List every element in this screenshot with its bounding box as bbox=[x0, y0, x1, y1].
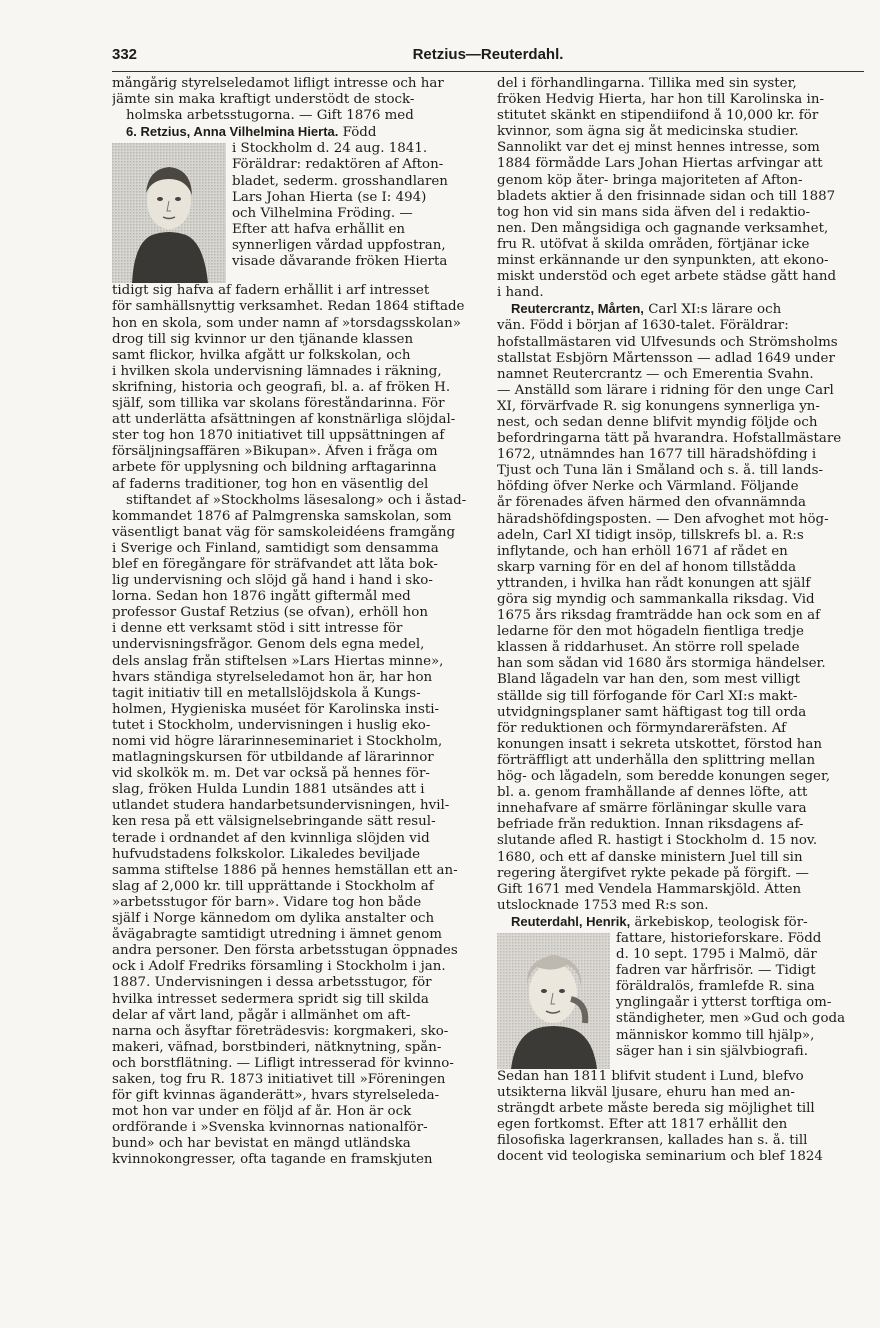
entry-heading-tail: Född bbox=[342, 125, 377, 141]
text-line: föräldralös, framlefde R. sina bbox=[616, 979, 815, 995]
text-line: narna och åsyftar företrädesvis: korgmakeri, sko- bbox=[112, 1023, 449, 1039]
right-column bbox=[497, 76, 869, 1166]
text-line: af faderns traditioner, tog hon en väsentlig del bbox=[112, 476, 429, 492]
text-line: slag af 2,000 kr. till upprättande i Stockholm af bbox=[112, 878, 434, 894]
text-line: undervisningsfrågor. Genom dels egna medel, bbox=[112, 637, 425, 653]
text-line: delar af vårt land, pågår i allmänhet om aft- bbox=[112, 1007, 411, 1023]
text-line: tagit initiativ till en metallslöjdskola å Kungs- bbox=[112, 685, 421, 701]
text-line: säger han i sin självbiografi. bbox=[616, 1043, 808, 1059]
text-line: att underlätta afsättningen af konstnärliga slöjdal- bbox=[112, 412, 456, 428]
text-line: hofstallmästaren vid Ulfvesunds och Strömsholms bbox=[497, 334, 838, 350]
text-line: hon en skola, som under namn af »torsdagsskolan» bbox=[112, 315, 461, 331]
entry-heading-reuterdahl: Reuterdahl, Henrik, bbox=[511, 913, 631, 929]
text-line: nen. Den mångsidiga och gagnande verksamhet, bbox=[497, 220, 829, 236]
text-line: hvars ständiga styrelseledamot hon är, har hon bbox=[112, 669, 433, 685]
entry-heading-anna-retzius: 6. Retzius, Anna Vilhelmina Hierta. bbox=[126, 124, 339, 140]
text-line: visade dåvarande fröken Hierta bbox=[232, 254, 448, 270]
text-line: strängdt arbete måste bereda sig möjlighet till bbox=[497, 1101, 815, 1117]
text-line: hvilka intresset sedermera spridt sig till skilda bbox=[112, 991, 429, 1007]
text-line: slutande afled R. hastigt i Stockholm d. 15 nov. bbox=[497, 833, 818, 849]
text-line: för reduktionen och förmyndareräfsten. Af bbox=[497, 720, 787, 736]
text-line: utlandet studera handarbetsundervisningen, hvil- bbox=[112, 798, 450, 814]
text-line: befriade från reduktion. Innan riksdagens af- bbox=[497, 817, 804, 833]
text-line: vän. Född i början af 1630-talet. Föräldrar: bbox=[497, 318, 789, 334]
text-line: väsentligt banat väg för samskoleidéens framgång bbox=[112, 524, 456, 540]
text-line: matlagningskursen för utbildande af lärarinnor bbox=[112, 750, 434, 766]
text-line: stiftandet af »Stockholms läsesalong» och i åstad- bbox=[126, 492, 467, 508]
text-line: arbete för upplysning och bildning arftagarinna bbox=[112, 460, 437, 476]
text-line: Lars Johan Hierta (se I: 494) bbox=[232, 189, 427, 205]
left-column bbox=[112, 76, 484, 1169]
text-line: tog hon vid sin mans sida äfven del i redaktio- bbox=[497, 204, 811, 220]
text-line: yttranden, i hvilka han rådt konungen att själf bbox=[497, 575, 811, 591]
text-line: tutet i Stockholm, undervisningen i huslig eko- bbox=[112, 717, 431, 733]
text-line: nest, och sedan denne blifvit myndig följde och bbox=[497, 414, 818, 430]
text-line: 1675 års riksdag framträdde han ock som en af bbox=[497, 608, 821, 624]
text-line: höfding öfver Nerke och Värmland. Följande bbox=[497, 479, 799, 495]
text-line: utsikterna likväl ljusare, ehuru han med an- bbox=[497, 1085, 795, 1101]
text-line: konungen insatt i sekreta utskottet, förstod han bbox=[497, 736, 823, 752]
text-line: del i förhandlingarna. Tillika med sin syster, bbox=[497, 76, 797, 91]
text-line: hög- och lågadeln, som beredde konungen seger, bbox=[497, 769, 831, 785]
text-line: åvägabragte samtidigt utredning i ämnet genom bbox=[112, 927, 443, 943]
text-line: minst erkännande ur den synpunkten, att ekono- bbox=[497, 253, 829, 269]
text-line: kvinnor, som ägna sig åt medicinska studier. bbox=[497, 124, 799, 140]
text-line: lig undervisning och slöjd gå hand i hand i sko- bbox=[112, 573, 433, 589]
text-line: slag, fröken Hulda Lundin 1881 utsändes att i bbox=[112, 782, 425, 798]
text-line: docent vid teologiska seminarium och blef 1824 bbox=[497, 1149, 823, 1165]
text-line: människor kommo till hjälp», bbox=[616, 1027, 815, 1043]
text-line: bladets aktier å den frisinnade sidan och till 1887 bbox=[497, 188, 836, 204]
text-line: Bland lågadeln var han den, som mest villigt bbox=[497, 672, 801, 688]
text-line: Sannolikt var det ej minst hennes intresse, som bbox=[497, 140, 820, 156]
text-line: stitutet skänkt en stipendiifond å 10,000 kr. för bbox=[497, 108, 819, 124]
text-line: stallstat Esbjörn Mårtensson — adlad 1649 under bbox=[497, 350, 835, 366]
text-line: skarp varning för en del af honom tillstådda bbox=[497, 559, 797, 575]
text-line: makeri, väfnad, borstbinderi, nätknytning, spån- bbox=[112, 1039, 442, 1055]
text-line: bund» och har bevistat en mängd utländska bbox=[112, 1136, 411, 1152]
text-line: befordringarna tätt på hvarandra. Hofstallmästare bbox=[497, 431, 842, 447]
text-line: synnerligen vårdad uppfostran, bbox=[232, 237, 446, 253]
text-line: Efter att hafva erhållit en bbox=[232, 221, 406, 237]
running-head: Retzius—Reuterdahl. bbox=[412, 46, 564, 63]
text-line: år förenades äfven härmed den ofvannämnda bbox=[497, 495, 807, 511]
text-line: bl. a. genom framhållande af dennes löfte, att bbox=[497, 785, 808, 801]
text-line: ständigheter, men »Gud och goda bbox=[616, 1011, 846, 1027]
text-line: utvidgningsplaner samt häftigast tog till orda bbox=[497, 704, 807, 720]
text-line: — Anställd som lärare i ridning för den unge Carl bbox=[497, 382, 834, 398]
text-line: lorna. Sedan hon 1876 ingått giftermål med bbox=[112, 589, 411, 605]
text-line: miskt understöd och eget arbete städse gått hand bbox=[497, 269, 837, 285]
text-line: förträffligt att underhålla den splittring mellan bbox=[497, 752, 816, 768]
text-line: jämte sin maka kraftigt understödt de stock- bbox=[112, 92, 415, 108]
text-line: i hvilken skola undervisning lämnades i räkning, bbox=[112, 363, 442, 379]
text-line: fru R. utöfvat å skilda områden, förtjänar icke bbox=[497, 236, 810, 252]
text-line: ynglingaår i ytterst torftiga om- bbox=[616, 995, 832, 1011]
entry-heading-reutercrantz: Reutercrantz, Mårten, bbox=[511, 301, 644, 317]
header-rule bbox=[112, 71, 864, 72]
entry-heading-line bbox=[112, 124, 484, 141]
text-line: och borstflätning. — Lifligt intresserad för kvinno- bbox=[112, 1055, 454, 1071]
text-line: klassen å riddarhuset. Än större roll spelade bbox=[497, 640, 800, 656]
text-line: kvinnokongresser, ofta tagande en framskjuten bbox=[112, 1152, 433, 1168]
text-line: vid skolkök m. m. Det var också på hennes för- bbox=[112, 766, 430, 782]
text-line: ledarne för den mot högadeln fientliga tredje bbox=[497, 624, 804, 640]
text-line: för samhällsnyttig verksamhet. Redan 1864 stiftade bbox=[112, 299, 465, 315]
text-line: professor Gustaf Retzius (se ofvan), erhöll hon bbox=[112, 605, 428, 621]
text-line: d. 10 sept. 1795 i Malmö, där bbox=[616, 947, 817, 963]
text-line: drog till sig kvinnor ur den tjänande klassen bbox=[112, 331, 414, 347]
text-line: nomi vid högre lärarinneseminariet i Stockholm, bbox=[112, 734, 443, 749]
text-line: tidigt sig hafva af fadern erhållit i arf intresset bbox=[112, 283, 430, 299]
text-line: i hand. bbox=[497, 285, 544, 301]
text-line: i Sverige och Finland, samtidigt som densamma bbox=[112, 540, 439, 556]
text-line: hufvudstadens folkskolor. Likaledes beviljade bbox=[112, 846, 421, 862]
text-line: mot hon var under en följd af år. Hon är ock bbox=[112, 1104, 412, 1120]
entry-heading-line bbox=[497, 301, 869, 318]
text-line: holmska arbetsstugorna. — Gift 1876 med bbox=[126, 108, 414, 124]
text-line: bladet, sederm. grosshandlaren bbox=[232, 173, 448, 189]
entry-heading-tail: ärkebiskop, teologisk för- bbox=[634, 914, 808, 930]
text-line: mångårig styrelseledamot lifligt intresse och har bbox=[112, 76, 444, 91]
text-line: fröken Hedvig Hierta, har hon till Karolinska in- bbox=[497, 92, 824, 108]
text-line: samma stiftelse 1886 på hennes hemställan ett an- bbox=[112, 862, 458, 878]
text-line: XI, förvärfvade R. sig konungens synnerliga yn- bbox=[497, 398, 820, 414]
text-line: 1884 förmådde Lars Johan Hiertas arfvingar att bbox=[497, 156, 823, 172]
text-line: Sedan han 1811 blifvit student i Lund, blefvo bbox=[497, 1068, 804, 1084]
text-line: häradshöfdingsposten. — Den afvoghet mot hög- bbox=[497, 511, 829, 527]
text-line: terade i ordnandet af den kvinnliga slöjden vid bbox=[112, 830, 430, 846]
text-line: ock i Adolf Fredriks församling i Stockholm i jan. bbox=[112, 959, 446, 975]
entry-heading-line bbox=[497, 914, 869, 931]
text-line: göra sig myndig och sammankalla riksdag. Vid bbox=[497, 592, 815, 607]
text-line: skrifning, historia och geografi, bl. a. af fröken H. bbox=[112, 379, 451, 395]
text-line: och Vilhelmina Fröding. — bbox=[232, 205, 413, 221]
text-line: 1672, utnämndes han 1677 till häradshöfding i bbox=[497, 447, 817, 463]
text-line: ordförande i »Svenska kvinnornas nationalför- bbox=[112, 1120, 428, 1136]
text-line: Gift 1671 med Vendela Hammarskjöld. Ätten bbox=[497, 881, 802, 897]
text-line: genom köp åter- bringa majoriteten af Afton- bbox=[497, 172, 803, 188]
text-line: ken resa på ett välsignelsebringande sätt resul- bbox=[112, 814, 436, 830]
text-line: försäljningsaffären »Bikupan». Äfven i fråga om bbox=[112, 444, 438, 460]
page-number: 332 bbox=[112, 46, 138, 63]
text-line: filosofiska lagerkransen, kallades han s. å. till bbox=[497, 1133, 808, 1149]
text-line: egen fortkomst. Efter att 1817 erhållit den bbox=[497, 1117, 788, 1133]
text-line: 1680, och ett af danske ministern Juel till sin bbox=[497, 849, 803, 865]
entry-heading-tail: Carl XI:s lärare och bbox=[648, 302, 782, 318]
anna-retzius-portrait bbox=[112, 143, 226, 283]
text-line: holmen, Hygieniska muséet för Karolinska insti- bbox=[112, 701, 440, 717]
text-line: 1887. Undervisningen i dessa arbetsstugor, för bbox=[112, 975, 432, 991]
text-line: samt flickor, hvilka afgått ur folkskolan, och bbox=[112, 347, 411, 363]
text-line: själf, som tillika var skolans föreståndarinna. För bbox=[112, 396, 445, 412]
henrik-reuterdahl-portrait bbox=[497, 933, 610, 1069]
page-header bbox=[112, 44, 864, 68]
text-line: innehafvare af smärre förläningar skulle vara bbox=[497, 801, 807, 817]
text-line: för gift kvinnas äganderätt», hvars styrelseleda- bbox=[112, 1088, 440, 1104]
text-line: ställde sig till förfogande för Carl XI:s makt- bbox=[497, 688, 798, 704]
text-line: saken, tog fru R. 1873 initiativet till »Föreningen bbox=[112, 1071, 446, 1087]
text-line: fadren var hårfrisör. — Tidigt bbox=[616, 963, 816, 979]
text-line: kommandet 1876 af Palmgrenska samskolan, som bbox=[112, 508, 452, 524]
text-line: blef en föregångare för sträfvandet att låta bok- bbox=[112, 556, 438, 572]
text-line: andra personer. Den första arbetsstugan öppnades bbox=[112, 943, 458, 959]
text-line: i denne ett verksamt stöd i sitt intresse för bbox=[112, 621, 403, 637]
text-line: regering återgifvet rykte pekade på förgift. — bbox=[497, 865, 809, 881]
text-line: namnet Reutercrantz — och Emerentia Svahn. bbox=[497, 366, 814, 382]
text-line: utslocknade 1753 med R:s son. bbox=[497, 897, 709, 913]
text-line: adeln, Carl XI tidigt insöp, tillskrefs bl. a. R:s bbox=[497, 527, 804, 543]
text-line: han som sådan vid 1680 års stormiga händelser. bbox=[497, 656, 826, 672]
text-line: fattare, historieforskare. Född bbox=[616, 930, 822, 946]
text-line: ster tog hon 1870 initiativet till uppsättningen af bbox=[112, 428, 445, 444]
text-line: själf i Norge kännedom om dylika anstalter och bbox=[112, 911, 435, 927]
text-line: Föräldrar: redaktören af Afton- bbox=[232, 157, 444, 173]
text-line: i Stockholm d. 24 aug. 1841. bbox=[232, 141, 428, 157]
text-line: inflytande, och han erhöll 1671 af rådet en bbox=[497, 543, 788, 559]
text-line: Tjust och Tuna län i Småland och s. å. till lands- bbox=[497, 463, 824, 479]
text-line: dels anslag från stiftelsen »Lars Hiertas minne», bbox=[112, 653, 444, 669]
text-line: »arbetsstugor för barn». Vidare tog hon både bbox=[112, 894, 422, 910]
